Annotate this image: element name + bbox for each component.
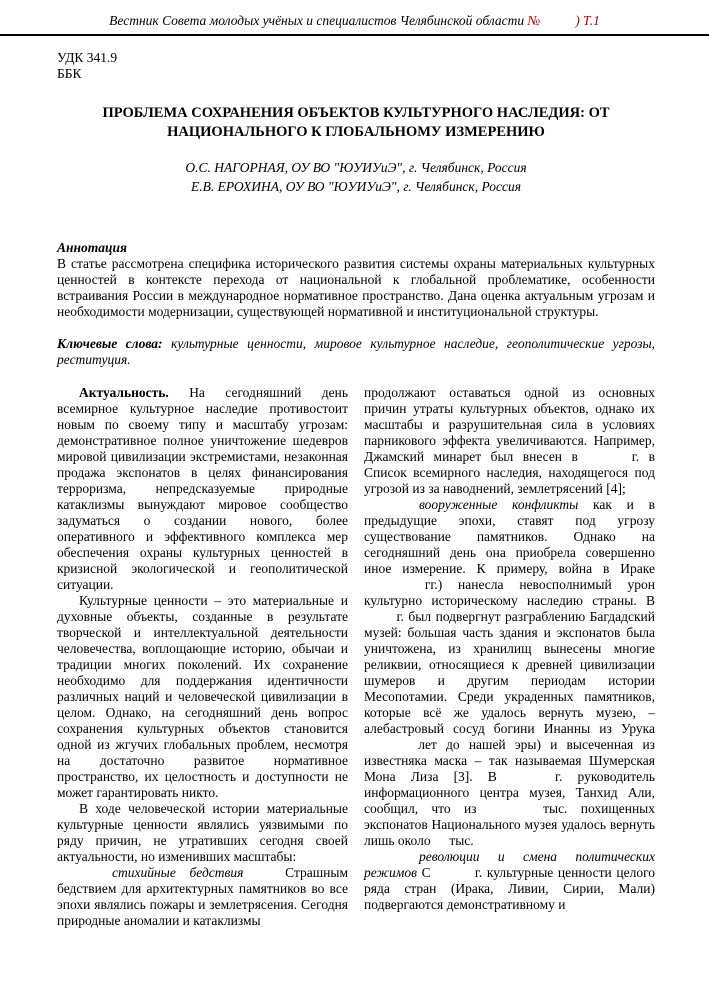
- redacted-year: [364, 620, 392, 621]
- redacted-years: [364, 588, 409, 589]
- redacted-number: [490, 812, 530, 813]
- journal-title: Вестник Совета молодых учёных и специалистов Челябинской области: [109, 13, 525, 28]
- classification-codes: [57, 50, 655, 82]
- authors-block: [57, 158, 655, 196]
- redacted-year: [587, 460, 622, 461]
- bbk-code: ББК: [57, 66, 82, 81]
- redacted-number: [434, 844, 446, 845]
- paragraph-relevance: Актуальность. На сегодняшний день всемирное культурное наследие противостоит новым по своему типу и масштабу угрозам: демонстративное полное уничтожение шедевров мировой цивилизации экстремистами, незаконная продажа экспонатов в целях финансирования терроризма, непредсказуемые природные катаклизмы вынуждают мировое сообщество задуматься о создании нового, более оперативного и эффективного комплекса мер обеспечения охраны культурных ценностей в кризисной экологической и геополитической ситуации.: [57, 385, 348, 592]
- paragraph-lead-italic: вооруженные конфликты: [419, 497, 579, 512]
- abstract-text: В статье рассмотрена специфика исторического развития системы охраны материальных культурных ценностей в контексте перехода от национальной к глобальной проблематике, особенности встраивания России в международное нормативное пространство. Дана оценка актуальным угрозам и необходимости модернизации, существующей нормативной и институциональной структуры.: [57, 256, 655, 319]
- paragraph-lead-bold: Актуальность.: [79, 385, 169, 400]
- redacted-year: [512, 780, 540, 781]
- issue-number-symbol: №: [527, 13, 541, 28]
- paragraph-lead-italic: стихийные бедствия: [112, 865, 244, 880]
- right-column: [364, 385, 655, 929]
- paragraph-revolutions: революции и смена политических режимов С г. культурные ценности целого ряда стран (Ирака, Ливии, Сирии, Мали) подвергаются демонстративному и: [364, 849, 656, 912]
- redacted-year: [435, 876, 470, 877]
- paragraph-continuation: продолжают оставаться одной из основных причин утраты культурных объектов, однако их масштабы и разрушительная сила в условиях парникового эффекта увеличиваются. Например, Джамский минарет был внесен в г. в Список всемирного наследия, находящегося под угрозой из за наводнений, землетрясений [4];: [364, 385, 655, 496]
- keywords-block: [57, 336, 655, 368]
- left-column: [57, 385, 348, 929]
- paragraph-lead-italic: революции и смена политических режимов: [364, 849, 655, 880]
- issue-volume: ) Т.1: [575, 13, 600, 28]
- author-line: Е.В. ЕРОХИНА, ОУ ВО "ЮУИУиЭ", г. Челябинск, Россия: [190, 179, 521, 194]
- keywords-label: Ключевые слова:: [57, 336, 163, 351]
- page-content: [0, 50, 709, 929]
- redacted-gap: [243, 876, 271, 877]
- two-column-body: [57, 385, 655, 929]
- author-line: О.С. НАГОРНАЯ, ОУ ВО "ЮУИУиЭ", г. Челябинск, Россия: [185, 160, 527, 175]
- journal-header: [0, 0, 709, 29]
- header-divider: [0, 34, 709, 36]
- keywords-text: культурные ценности, мировое культурное наследие, геополитические угрозы, реституция.: [57, 336, 656, 367]
- paragraph-history: В ходе человеческой истории материальные культурные ценности являлись уязвимыми по ряду причин, не утративших сегодня своей актуальности, но изменивших масштабы:: [57, 801, 348, 864]
- redacted-issue-number: [540, 24, 575, 25]
- redacted-number: [364, 748, 409, 749]
- paragraph-natural-disasters: стихийные бедствия Страшным бедствием для архитектурных памятников во все эпохи являлись пожары и землетрясения. Сегодня природные аномалии и катаклизмы: [57, 865, 348, 928]
- paragraph-cultural-values: Культурные ценности – это материальные и духовные объекты, созданные в результате творческой и интеллектуальной деятельности человечества, воплощающие историю, обычаи и традиции многих поколений. Их сохранение необходимо для поддержания идентичности различных наций и человеческой цивилизации в целом. Однако, на сегодняшний день вопрос сохранения культурных объектов становится одной из жгучих глобальных проблем, несмотря на достаточно развитое нормативное пространство, их целостность и доступности не может гарантировать никто.: [57, 593, 348, 800]
- abstract-heading: Аннотация: [57, 240, 127, 255]
- article-title: ПРОБЛЕМА СОХРАНЕНИЯ ОБЪЕКТОВ КУЛЬТУРНОГО НАСЛЕДИЯ: ОТ НАЦИОНАЛЬНОГО К ГЛОБАЛЬНОМУ ИЗМЕРЕНИЮ: [102, 105, 610, 140]
- udk-code: УДК 341.9: [57, 50, 118, 65]
- paragraph-armed-conflicts: вооруженные конфликты как и в предыдущие эпохи, ставят под угрозу существование памятников. Однако на сегодняшний день она приобрела совершенно иное измерение. К примеру, война в Ираке гг.) нанесла невосполнимый урон культурно историческому наследию страны. В г. был подвергнут разграблению Багдадский музей: большая часть здания и экспонатов была уничтожена, из хранилищ вынесены многие реликвии, относящиеся к древней цивилизации шумеров и другим периодам истории Месопотамии. Среди украденных памятников, которые всё же удалось вернуть музею, – алебастровый сосуд богини Инанны из Урука лет до нашей эры) и высеченная из известняка маска – так называемая Шумерская Мона Лиза [3]. В г. руководитель информационного центра музея, Танхид Али, сообщил, что из тыс. похищенных экспонатов Национального музея удалось вернуть лишь около тыс.: [364, 497, 656, 848]
